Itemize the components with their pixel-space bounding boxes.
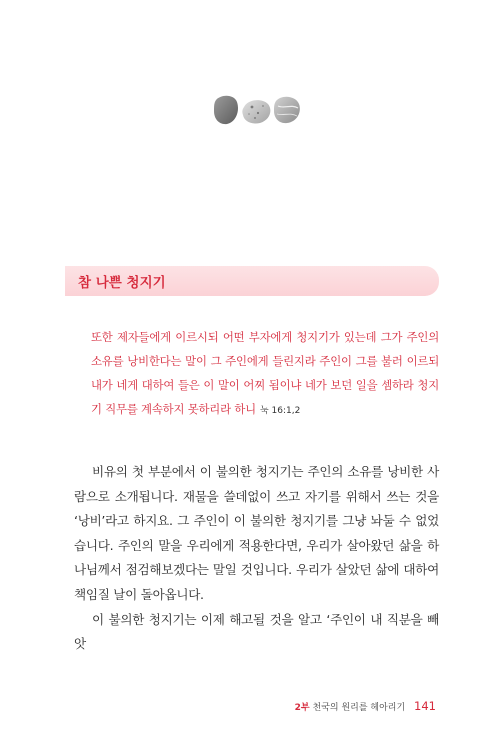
body-text [74, 460, 439, 657]
page-number: 141 [414, 699, 436, 713]
scripture-quote [91, 325, 439, 423]
footer-part: 2부 [294, 703, 310, 713]
body-paragraph-continued: 이 불의한 청지기는 이제 해고될 것을 알고 ‘주인이 내 직분을 빼앗 [74, 611, 439, 652]
pebbles-ornament-icon [212, 92, 304, 128]
section-banner [65, 266, 439, 296]
page-footer [295, 699, 436, 713]
body-paragraph: 비유의 첫 부분에서 이 불의한 청지기는 주인의 소유를 낭비한 사람으로 소개됩니다. 재물을 쓸데없이 쓰고 자기를 위해서 쓰는 것을 ‘낭비’라고 하지요. 그 주인이 이 불의한 청지기를 그냥 놔둘 수 없었습니다. 주인의 말을 우리에게 적용한다면, 우리가 살아왔던 삶을 하나님께서 점검해보겠다는 말일 것입니다. 우리가 살았던 삶에 대하여 책임질 날이 돌아옵니다. [74, 464, 439, 602]
scripture-reference: 눅 16:1,2 [259, 406, 301, 416]
section-title: 참 나쁜 청지기 [78, 275, 166, 291]
footer-chapter: 천국의 원리를 헤아리기 [312, 703, 406, 713]
pebble-speckled-icon [242, 100, 270, 123]
pebble-dark-icon [214, 96, 238, 124]
scripture-text: 또한 제자들에게 이르시되 어떤 부자에게 청지기가 있는데 그가 주인의 소유를 낭비한다는 말이 그 주인에게 들린지라 주인이 그를 불러 이르되 내가 네게 대하여 들은 이 말이 어찌 됨이냐 네가 보던 일을 셈하라 청지기 직무를 계속하지 못하리라 하니 [91, 330, 439, 416]
pebble-marbled-icon [274, 97, 300, 123]
